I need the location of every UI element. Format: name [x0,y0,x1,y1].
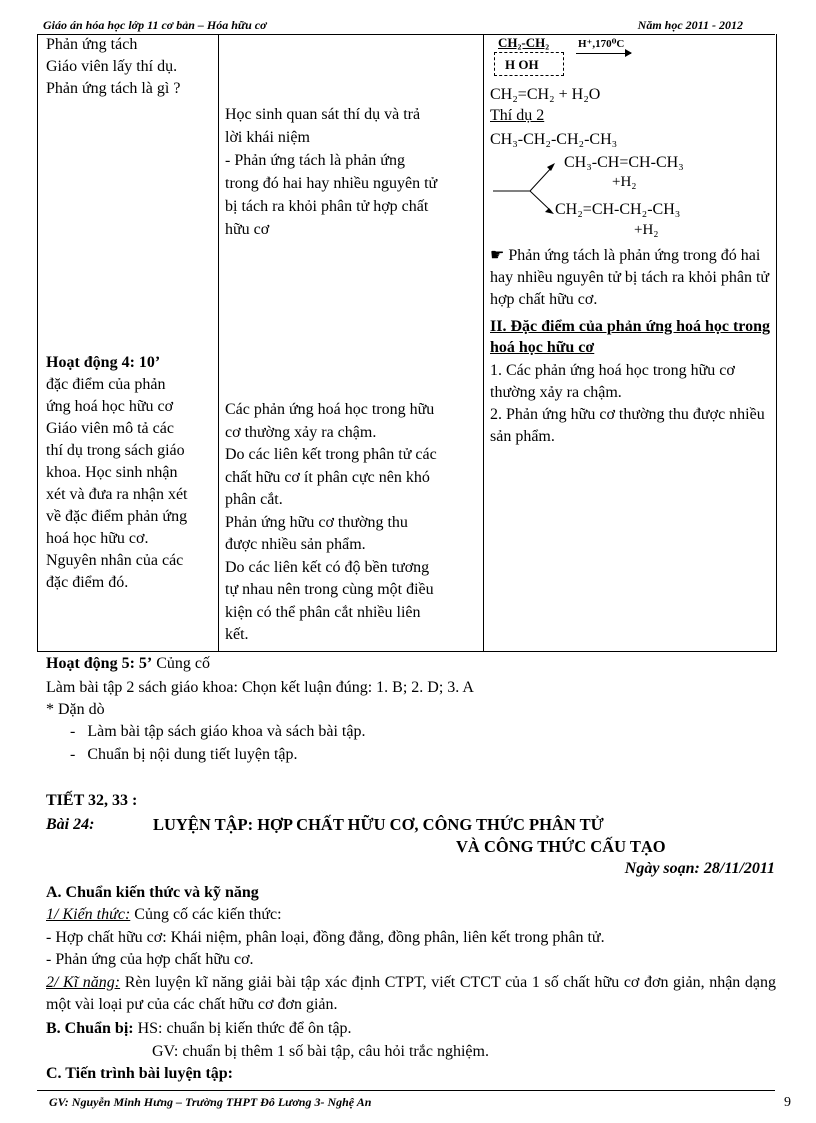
lesson-title-1: LUYỆN TẬP: HỢP CHẤT HỮU CƠ, CÔNG THỨC PHÂN TỬ [153,815,604,834]
arrow-head-icon [625,49,632,57]
student-line: hữu cơ [225,221,270,238]
hand-pointer-icon: ☛ [490,247,505,264]
column-divider-1 [218,34,219,651]
knowledge-item-2: - Phản ứng của hợp chất hữu cơ. [46,951,254,968]
teacher-prep: GV: chuẩn bị thêm 1 số bài tập, câu hỏi trắc nghiệm. [152,1043,489,1060]
activity-4-line: đặc điểm đó. [46,574,129,591]
bullet-dash-icon: - [70,746,76,763]
student-line: cơ thường xảy ra chậm. [225,423,377,441]
student-line: bị tách ra khỏi phân tử hợp chất [225,198,429,215]
section-c-heading: C. Tiến trình bài luyện tập: [46,1065,234,1082]
bai-label: Bài 24: [46,816,95,833]
student-line: - Phản ứng tách là phản ứng [225,152,405,169]
activity-5 [46,653,776,674]
student-line: được nhiều sản phẩm. [225,536,366,553]
bullet-dash-icon: - [70,723,76,740]
section-2-title: II. Đặc điểm của phản ứng hoá học trong hoá học hữu cơ [490,318,771,356]
activity-4-line: thí dụ trong sách giáo [46,442,185,459]
student-line: Các phản ứng hoá học trong hữu [225,401,435,418]
page-header [37,14,775,35]
section-b-heading: B. Chuẩn bị: [46,1020,134,1037]
lesson-title-2: VÀ CÔNG THỨC CẤU TẠO [456,837,666,856]
ex1-condition: H⁺,170⁰C [578,38,625,50]
activity-4-title: Hoạt động 4: 10’ [46,354,161,371]
homework-item-1 [70,721,800,742]
section-a-heading: A. Chuẩn kiến thức và kỹ năng [46,884,259,901]
definition-text: Phản ứng tách là phản ứng trong đó hai hay nhiều nguyên tử bị tách ra khỏi phân tử hợp chất hữu cơ. [490,247,770,308]
point-1: 1. Các phản ứng hoá học trong hữu cơ thường xảy ra chậm. [490,362,735,401]
ex2-h2-1: +H₂ [612,174,637,190]
student-line: Do các liên kết có độ bền tương [225,558,430,576]
ex1-reactant: CH₂-CH₂ [498,35,550,50]
student-line: trong đó hai hay nhiều nguyên tử [225,175,438,192]
ex1-arrow [576,53,631,54]
student-line: lời khái niệm [225,129,310,146]
activity-5-title: Hoạt động 5: 5’ [46,655,153,672]
ex1-product: CH₂=CH₂ + H₂O [490,86,601,103]
student-line: phân cắt. [225,491,283,508]
period-label: TIẾT 32, 33 : [46,792,138,809]
teacher-example: Giáo viên lấy thí dụ. [46,58,178,75]
header-right: Năm học 2011 - 2012 [637,18,743,32]
point-2: 2. Phản ứng hữu cơ thường thu được nhiều sản phẩm. [490,406,765,445]
student-line: kiện có thể phân cắt nhiều liên [225,603,421,621]
activity-4-line: Giáo viên mô tả các [46,420,174,437]
teacher-question: Phản ứng tách là gì ? [46,80,181,97]
ex1-removed-box: H OH [494,52,564,76]
ex2-title: Thí dụ 2 [490,107,545,124]
page-number: 9 [784,1095,791,1110]
footer-author: GV: Nguyễn Minh Hưng – Trường THPT Đô Lương 3- Nghệ An [49,1095,372,1109]
student-line: Học sinh quan sát thí dụ và trả [225,106,421,123]
homework-item-text: Chuẩn bị nội dung tiết luyện tập. [87,746,298,763]
activity-4-line: ứng hoá học hữu cơ [46,398,174,415]
student-prep: HS: chuẩn bị kiến thức để ôn tập. [133,1020,352,1037]
student-response-2 [225,399,490,647]
teacher-activity-column [46,34,216,100]
ex2-product-2: CH₂=CH-CH₂-CH₃ [555,201,681,218]
knowledge-text: Củng cố các kiến thức: [130,906,282,923]
activity-4-line: về đặc điểm phản ứng [46,508,188,525]
student-line: chất hữu cơ ít phân cực nên khó [225,468,430,486]
knowledge-item-1: - Hợp chất hữu cơ: Khái niệm, phân loại, đồng đẳng, đồng phân, liên kết trong phân tử. [46,929,605,946]
activity-4-line: xét và đưa ra nhận xét [46,486,188,503]
activity-4 [46,352,216,594]
activity-5-rest: Củng cố [152,655,211,672]
student-line: kết. [225,626,249,643]
ex2-product-1: CH₃-CH=CH-CH₃ [564,154,684,171]
activity-4-line: khoa. Học sinh nhận [46,464,178,481]
knowledge-label: 1/ Kiến thức: [46,906,131,923]
lesson-table [37,34,777,652]
prepared-date: Ngày soạn: 28/11/2011 [624,860,775,877]
student-line: tự nhau nên trong cùng một điều [225,581,434,598]
student-response-1 [225,103,490,241]
student-line: Phản ứng hữu cơ thường thu [225,513,408,531]
header-left: Giáo án hóa học lớp 11 cơ bản – Hóa hữu cơ [43,18,267,32]
homework-item-2 [70,744,800,765]
skill-label: 2/ Kĩ năng: [46,974,121,991]
student-line: Do các liên kết trong phân tử các [225,446,437,463]
activity-4-line: hoá học hữu cơ. [46,530,149,547]
branch-arrow-icon [493,159,563,219]
knowledge-line [46,904,776,925]
skill-paragraph [46,972,776,1016]
skill-text: Rèn luyện kĩ năng giải bài tập xác định CTPT, viết CTCT của 1 số chất hữu cơ đơn giản, nhận dạng một vài loại pư của các chất hữu cơ đơn giản. [46,974,777,1013]
exercise-line: Làm bài tập 2 sách giáo khoa: Chọn kết luận đúng: 1. B; 2. D; 3. A [46,679,474,696]
homework-heading: * Dặn dò [46,701,105,718]
tach-heading: Phản ứng tách [46,36,138,53]
section-b-line [46,1018,776,1039]
definition-block [490,245,772,311]
homework-item-text: Làm bài tập sách giáo khoa và sách bài tập. [87,723,366,740]
ex2-h2-2: +H₂ [634,222,659,238]
activity-4-line: đặc điểm của phản [46,376,166,393]
page-footer [37,1090,791,1110]
activity-4-line: Nguyên nhân của các [46,552,184,569]
ex2-reactant: CH₃-CH₂-CH₂-CH₃ [490,131,618,148]
